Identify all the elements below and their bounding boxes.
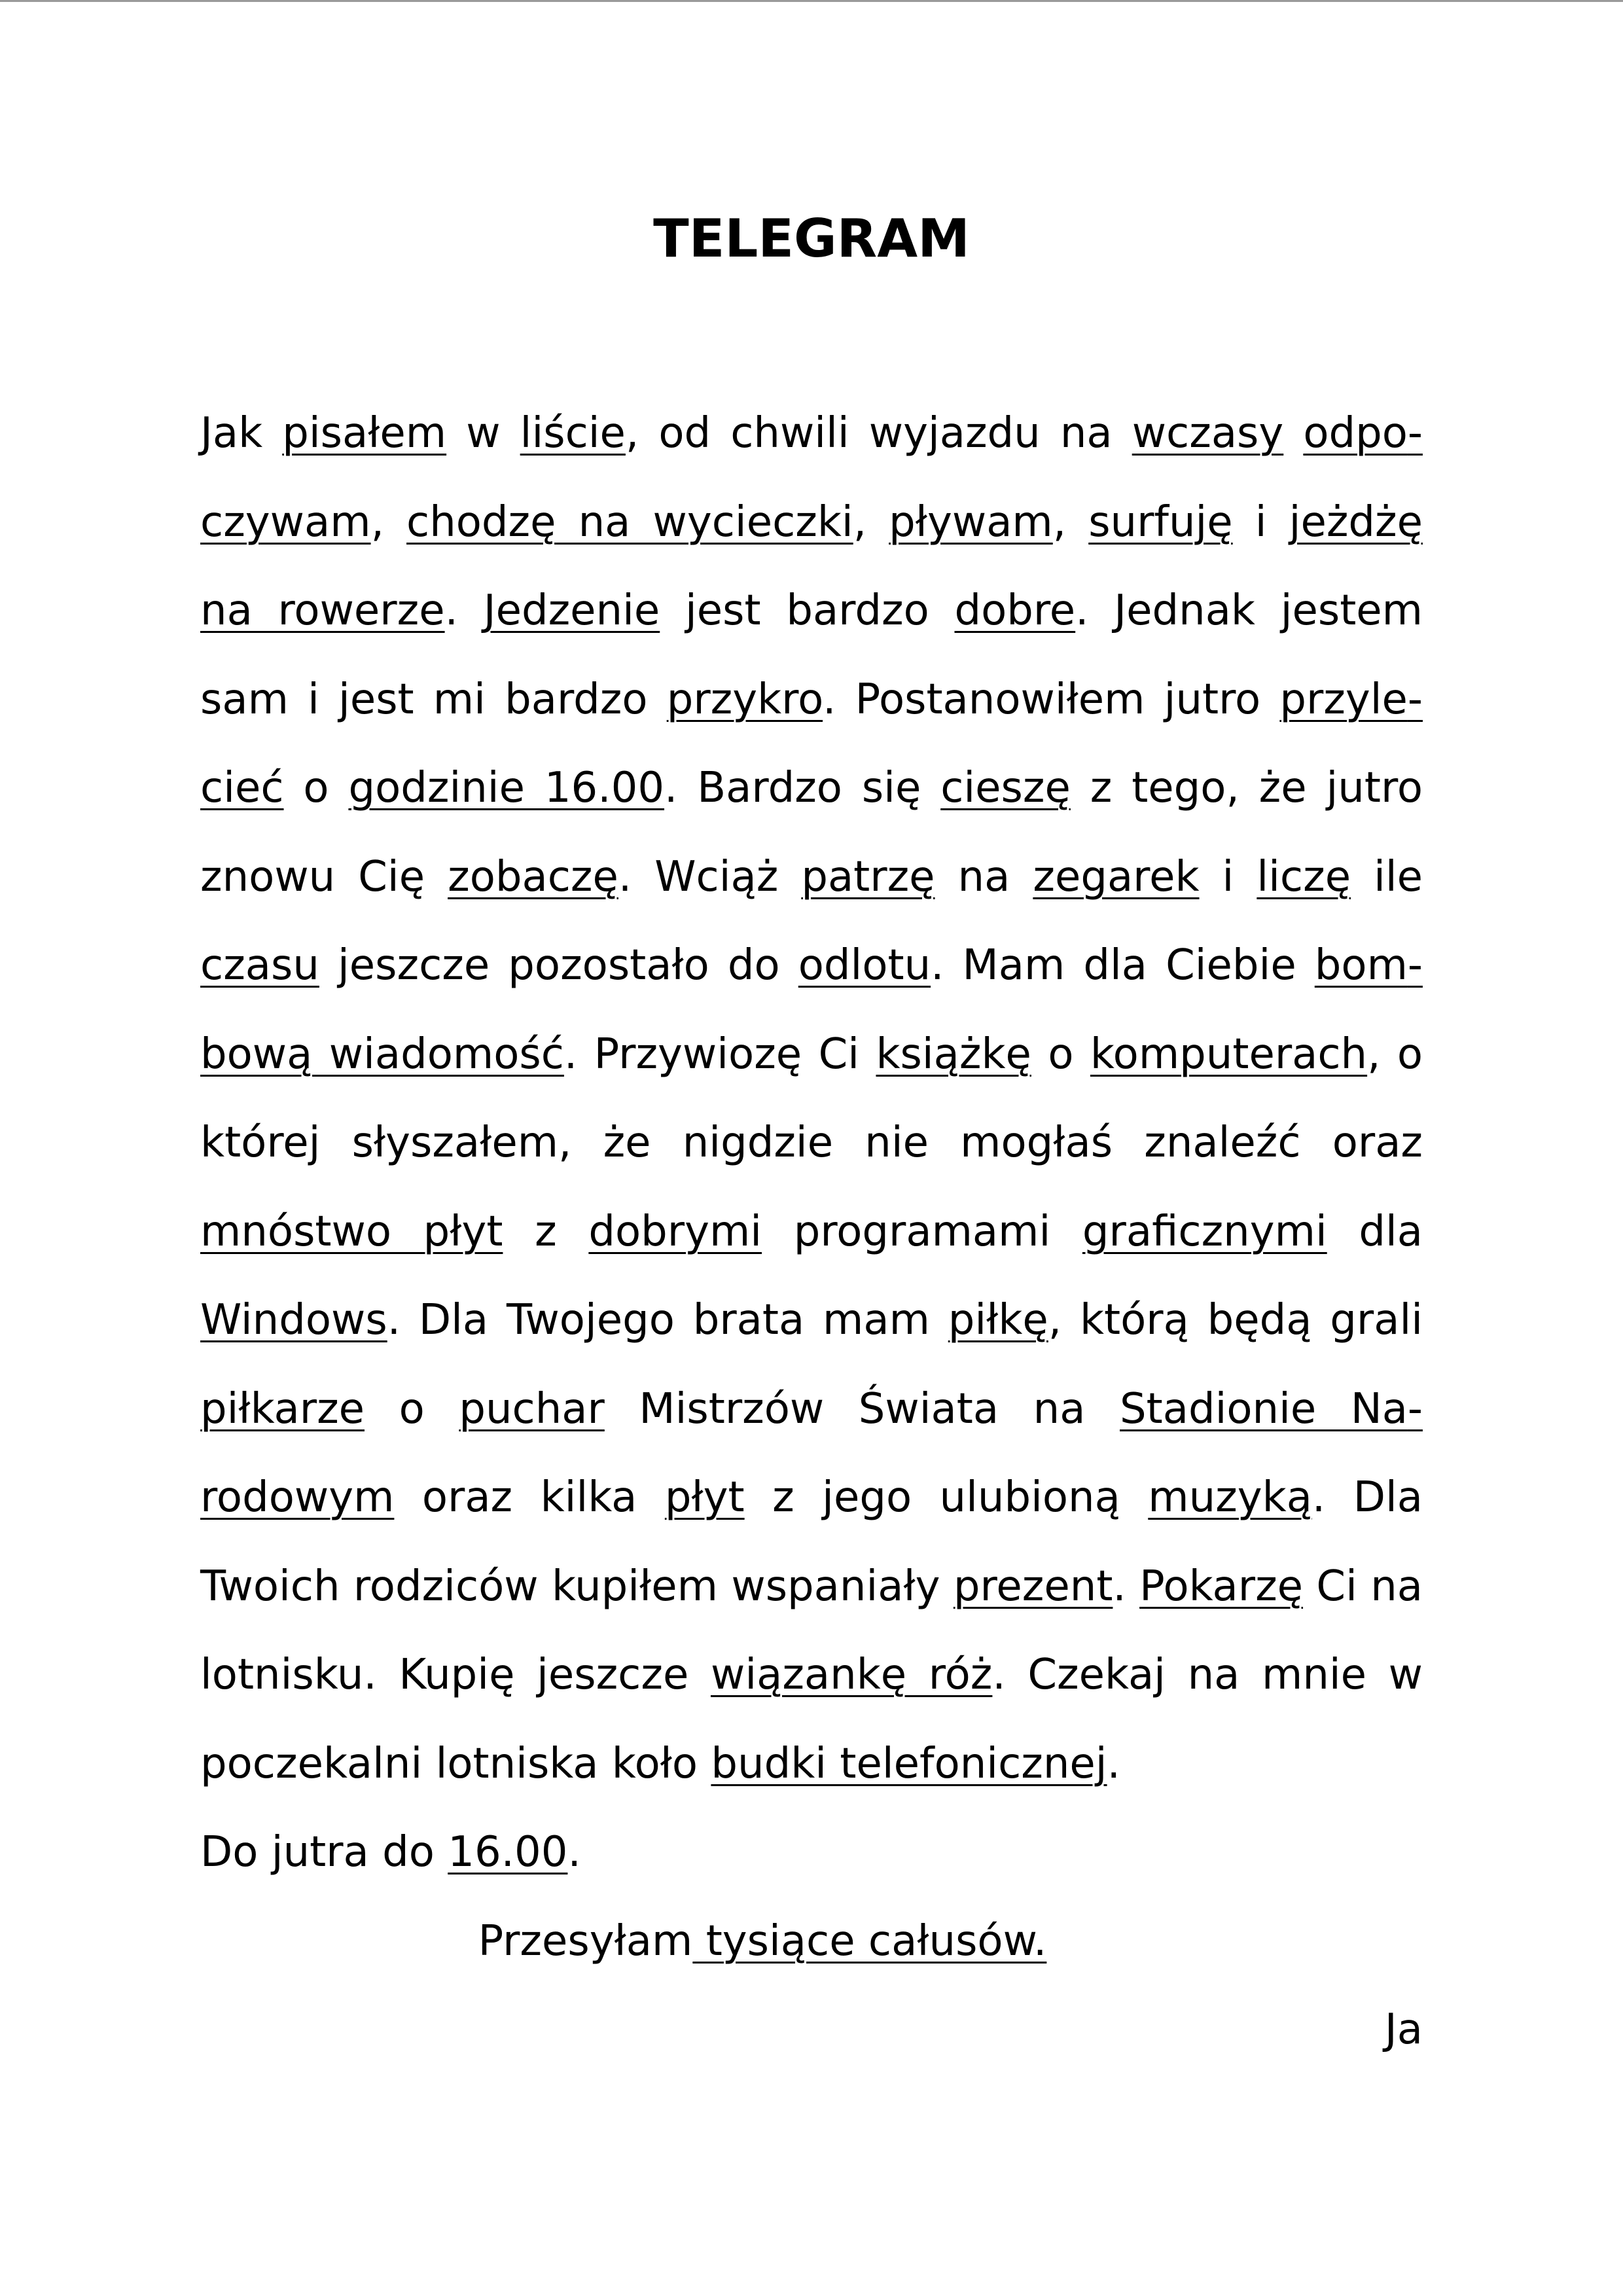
underlined-word: budki telefonicznej [711, 1739, 1107, 1788]
underlined-word: pływam [889, 497, 1053, 547]
body-text-segment: w [446, 409, 520, 457]
body-text-segment: z tego, że jutro znowu Cię [200, 764, 1423, 901]
underlined-word: komputerach [1090, 1030, 1368, 1079]
closing-line [200, 1808, 1423, 1897]
underlined-word: cieszę [940, 764, 1071, 812]
underlined-word: książkę [876, 1030, 1031, 1079]
kisses-line [200, 1897, 1423, 1986]
body-text-segment: z [503, 1207, 589, 1256]
body-text-segment: , [1052, 497, 1089, 547]
body-text-segment: . Czekaj na mnie w poczekalni lotniska koło [200, 1651, 1423, 1788]
body-text-segment: , o której słyszałem, że nigdzie nie mogłaś znaleźć oraz [200, 1030, 1423, 1167]
body-text-segment: . [444, 586, 484, 635]
underlined-word: przylecieć [200, 675, 1423, 812]
kisses-underlined: tysiące całusów. [692, 1916, 1047, 1965]
underlined-word: piłkarze [200, 1384, 365, 1433]
body-text-segment: . Przywiozę Ci [563, 1030, 876, 1079]
underlined-word: Windows [200, 1296, 387, 1344]
underlined-word: wiązankę róż [710, 1651, 993, 1699]
underlined-word: chodzę na wycieczki [406, 497, 853, 547]
body-text-segment: z jego ulubioną [744, 1473, 1149, 1522]
underlined-word: Pokarzę [1139, 1562, 1304, 1611]
body-text-segment: , [853, 497, 889, 547]
underlined-word: prezent [953, 1562, 1113, 1611]
underlined-word: płyt [664, 1473, 745, 1522]
underlined-word: czasu [200, 941, 319, 990]
underlined-word: liście [520, 409, 626, 457]
underlined-word: zobaczę [448, 852, 618, 901]
underlined-word: odpoczywam [200, 409, 1423, 547]
underlined-word: piłkę [948, 1296, 1048, 1344]
body-text-segment: . Dla Twoich rodziców kupiłem wspaniały [200, 1473, 1423, 1611]
underlined-word: zegarek [1033, 852, 1200, 901]
body-text-segment: dla [1327, 1207, 1423, 1256]
body-text-segment: , którą będą grali [1048, 1296, 1423, 1344]
underlined-word: Jedzenie [483, 586, 660, 635]
top-border-line [0, 0, 1623, 2]
body-text-segment: o [365, 1384, 459, 1433]
underlined-word: patrzę [801, 852, 935, 901]
body-text-segment: jest bardzo [660, 586, 955, 635]
body-text-segment: . Mam dla Ciebie [931, 941, 1315, 990]
body-text-segment: Mistrzów Świata na [604, 1384, 1120, 1433]
telegram-letter [200, 389, 1423, 2075]
body-text-segment: jeszcze pozostało do [319, 941, 798, 990]
body-text-segment: programami [762, 1207, 1082, 1256]
underlined-word: przykro [666, 675, 823, 724]
underlined-word: bombową wiadomość [200, 941, 1423, 1079]
body-text-segment: . Wciąż [618, 852, 802, 901]
underlined-word: surfuję [1088, 497, 1233, 547]
closing-time: 16.00 [448, 1828, 568, 1876]
body-text-segment: o [283, 764, 349, 812]
underlined-word: odlotu [798, 941, 931, 990]
underlined-word: Stadionie Narodowym [200, 1384, 1423, 1522]
body-text-segment: . Bardzo się [664, 764, 941, 812]
underlined-word: graficznymi [1082, 1207, 1327, 1256]
underlined-word: wczasy [1132, 409, 1284, 457]
body-text-segment: , [370, 497, 407, 547]
body-text-segment: oraz kilka [394, 1473, 665, 1522]
body-text-segment: . Jednak jestem sam i jest mi bardzo [200, 586, 1423, 724]
body-text-segment [1283, 409, 1303, 457]
closing-suffix: . [567, 1828, 581, 1876]
signature: Ja [1384, 2005, 1423, 2054]
underlined-word: dobre [954, 586, 1076, 635]
body-text-segment: Ci na lotnisku. Kupię jeszcze [200, 1562, 1423, 1699]
body-text-segment: na [935, 852, 1033, 901]
underlined-word: muzyką [1148, 1473, 1312, 1522]
underlined-word: pisałem [282, 409, 447, 457]
underlined-word: godzinie 16.00 [348, 764, 665, 812]
underlined-word: liczę [1257, 852, 1351, 901]
body-text-segment: . Postanowiłem jutro [823, 675, 1280, 724]
page-title: TELEGRAM [653, 208, 970, 269]
letter-body [200, 389, 1423, 1808]
body-text-segment: i [1232, 497, 1289, 547]
closing-prefix: Do jutra do [200, 1828, 448, 1876]
body-text-segment: , od chwili wyjazdu na [625, 409, 1132, 457]
body-text-segment: . [1113, 1562, 1140, 1611]
underlined-word: dobrymi [588, 1207, 762, 1256]
underlined-word: mnóstwo płyt [200, 1207, 503, 1256]
body-text-segment: Jak [200, 409, 283, 457]
underlined-word: puchar [459, 1384, 605, 1433]
underlined-word: jeżdżę na rowerze [200, 497, 1423, 635]
body-text-segment: . Dla Twojego brata mam [387, 1296, 948, 1344]
body-text-segment: o [1031, 1030, 1090, 1079]
body-text-segment: i [1199, 852, 1257, 901]
body-text-segment: ile [1351, 852, 1423, 901]
kisses-prefix: Przesyłam [478, 1916, 693, 1965]
body-text-segment: . [1107, 1739, 1120, 1788]
